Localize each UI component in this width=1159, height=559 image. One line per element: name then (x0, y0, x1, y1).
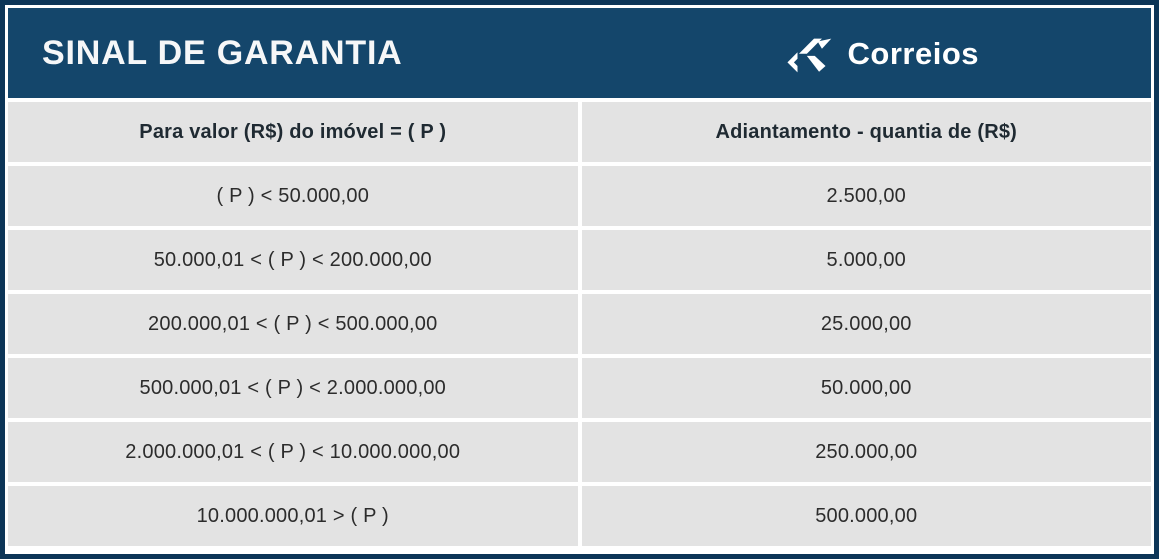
table-cell-amount: 2.500,00 (582, 166, 1152, 226)
correios-logo (780, 30, 979, 76)
correios-wordmark: Correios (847, 35, 979, 71)
table-cell-range: 10.000.000,01 > ( P ) (8, 486, 578, 546)
page-title: SINAL DE GARANTIA (42, 34, 403, 72)
table-cell-amount: 5.000,00 (582, 230, 1152, 290)
header-band (8, 8, 1151, 98)
table-cell-range: 2.000.000,01 < ( P ) < 10.000.000,00 (8, 422, 578, 482)
table-cell-amount: 250.000,00 (582, 422, 1152, 482)
table-cell-amount: 50.000,00 (582, 358, 1152, 418)
table-cell-range: 50.000,01 < ( P ) < 200.000,00 (8, 230, 578, 290)
column-header-adiantamento: Adiantamento - quantia de (R$) (582, 102, 1152, 162)
correios-arrows-icon (780, 30, 838, 76)
column-header-valor-imovel: Para valor (R$) do imóvel = ( P ) (8, 102, 578, 162)
garantia-table (8, 102, 1151, 546)
table-cell-amount: 25.000,00 (582, 294, 1152, 354)
table-cell-amount: 500.000,00 (582, 486, 1152, 546)
table-cell-range: ( P ) < 50.000,00 (8, 166, 578, 226)
table-cell-range: 500.000,01 < ( P ) < 2.000.000,00 (8, 358, 578, 418)
table-cell-range: 200.000,01 < ( P ) < 500.000,00 (8, 294, 578, 354)
